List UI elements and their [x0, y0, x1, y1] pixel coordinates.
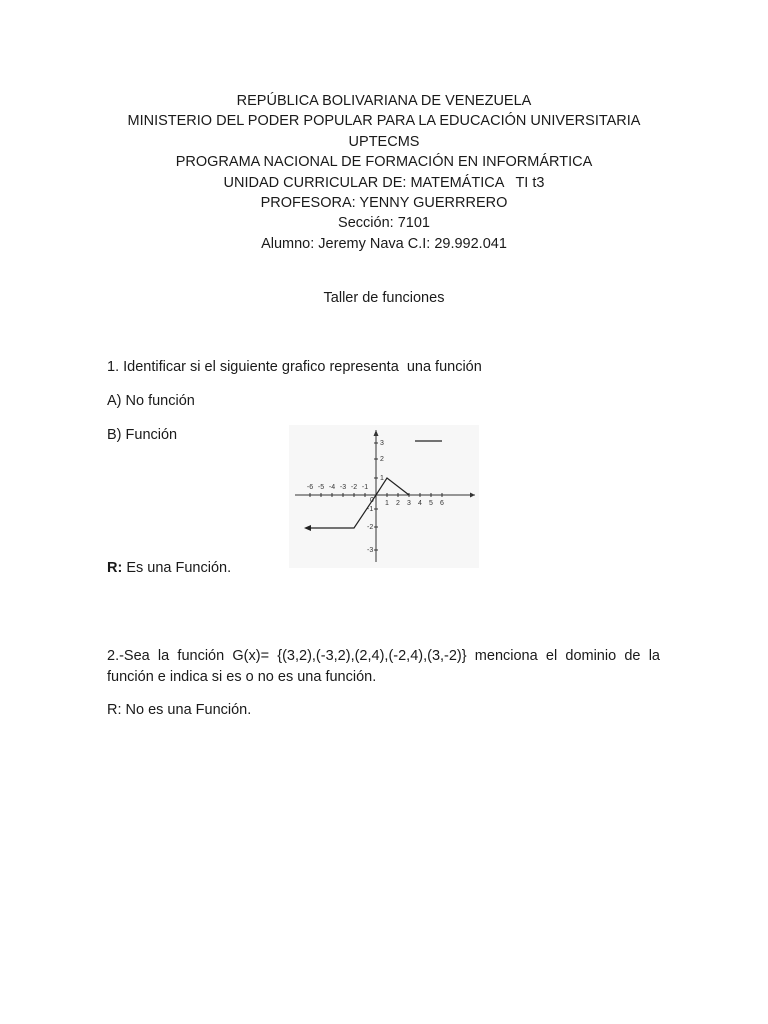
- x-tick-label: -3: [339, 484, 347, 491]
- y-axis-arrow: [374, 430, 379, 436]
- option-b: B) Función: [107, 427, 178, 443]
- answer-1-text: Es una Función.: [122, 560, 232, 576]
- y-tick-label: 1: [380, 475, 384, 482]
- question-2: 2.-Sea la función G(x)= {(3,2),(-3,2),(2,4),(-2,4),(3,-2)} menciona el dominio de la función e indica si es o no es una función.: [107, 648, 660, 685]
- function-left-arrow: [304, 525, 311, 531]
- y-tick-label: -2: [367, 524, 374, 531]
- answer-1: [107, 560, 231, 576]
- header-line: Sección: 7101: [338, 215, 430, 232]
- function-line: [311, 478, 409, 528]
- x-tick-label: -2: [350, 484, 358, 491]
- y-tick-label: -3: [367, 547, 374, 554]
- header-line: REPÚBLICA BOLIVARIANA DE VENEZUELA: [236, 93, 532, 109]
- document-header: [0, 91, 768, 254]
- header-line: Alumno: Jeremy Nava C.I: 29.992.041: [261, 235, 507, 252]
- question-1: 1. Identificar si el siguiente grafico representa una función: [107, 359, 482, 375]
- x-tick-label: -5: [317, 484, 325, 491]
- header-line: PROGRAMA NACIONAL DE FORMACIÓN EN INFORMÁRTICA: [175, 154, 593, 171]
- answer-1-prefix: R:: [107, 560, 123, 576]
- x-tick-label: 3: [407, 500, 411, 507]
- header-line: MINISTERIO DEL PODER POPULAR PARA LA EDUCACIÓN UNIVERSITARIA: [127, 113, 641, 130]
- answer-2: R: No es una Función.: [107, 702, 252, 718]
- function-graph: [289, 425, 479, 568]
- graph-svg: [289, 425, 479, 568]
- header-line: PROFESORA: YENNY GUERRRERO: [260, 195, 508, 212]
- x-tick-label: -1: [361, 484, 369, 491]
- x-tick-label: 1: [385, 500, 389, 507]
- y-tick-label: 3: [380, 440, 384, 447]
- y-tick-label: 2: [380, 456, 384, 463]
- x-tick-label: -4: [328, 484, 336, 491]
- x-tick-label: 5: [429, 500, 433, 507]
- x-tick-label: 4: [418, 500, 422, 507]
- x-tick-label: 2: [396, 500, 400, 507]
- document-subtitle: Taller de funciones: [323, 290, 445, 306]
- graph-tick-labels: [307, 440, 444, 554]
- option-a: A) No función: [107, 393, 195, 409]
- origin-label: 0: [370, 497, 374, 504]
- x-tick-label: -6: [306, 484, 314, 491]
- x-tick-label: 6: [440, 500, 444, 507]
- y-tick-label: -1: [367, 506, 374, 513]
- header-line: UNIDAD CURRICULAR DE: MATEMÁTICA TI t3: [223, 174, 545, 191]
- header-line: UPTECMS: [348, 133, 420, 150]
- x-axis-arrow: [470, 493, 475, 498]
